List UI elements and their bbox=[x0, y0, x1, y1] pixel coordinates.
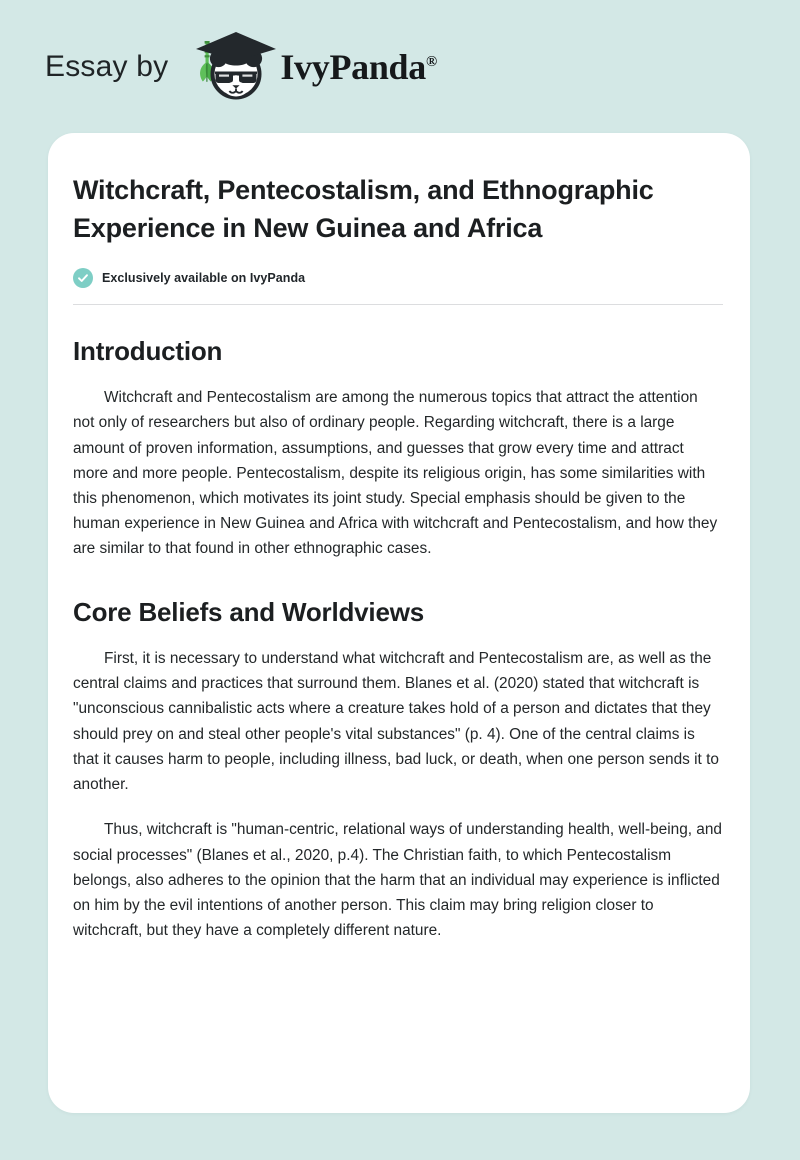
essay-by-label: Essay by bbox=[45, 49, 169, 83]
check-circle-icon bbox=[73, 268, 93, 288]
section-heading-core-beliefs: Core Beliefs and Worldviews bbox=[73, 596, 424, 627]
panda-graduate-logo-icon bbox=[184, 32, 280, 102]
brand-header bbox=[0, 0, 800, 133]
registered-trademark-icon: ® bbox=[425, 53, 437, 70]
exclusive-availability-badge bbox=[73, 268, 725, 288]
paragraph-core-beliefs-1: First, it is necessary to understand what witchcraft and Pentecostalism are, as well as the central claims and practices that surround them. Blanes et al. (2020) stated that witchcraft is "unconscious cannibalistic acts where a creature takes hold of a person and dictates that they should prey on and steal other people's vital substances" (p. 4). One of the central claims is that it causes harm to people, including illness, bad luck, or death, when one person sends it to another. bbox=[73, 650, 719, 794]
title-divider bbox=[73, 304, 723, 305]
exclusive-availability-label: Exclusively available on IvyPanda bbox=[102, 270, 306, 285]
page-title: Witchcraft, Pentecostalism, and Ethnographic Experience in New Guinea and Africa bbox=[73, 175, 654, 244]
essay-card bbox=[48, 133, 750, 1113]
section-heading-introduction: Introduction bbox=[73, 335, 223, 366]
ivypanda-logo[interactable] bbox=[184, 32, 437, 102]
paragraph-introduction-1: Witchcraft and Pentecostalism are among the numerous topics that attract the attention not only of researchers but also of ordinary people. Regarding witchcraft, there is a large amount of proven information, assumptions, and guesses that grow every time and attract more and more people. Pentecostalism, despite its religious origin, has some similarities with this phenomenon, which motivates its joint study. Special emphasis should be given to the human experience in New Guinea and Africa with witchcraft and Pentecostalism, and how they are similar to that found in other ethnographic cases. bbox=[73, 389, 718, 558]
paragraph-core-beliefs-2: Thus, witchcraft is "human-centric, relational ways of understanding health, well-being, and social processes" (Blanes et al., 2020, p.4). The Christian faith, to which Pentecostalism belongs, also adheres to the opinion that the harm that an individual may experience is inflicted on him by the evil intentions of another person. This claim may bring religion closer to witchcraft, but they have a completely different nature. bbox=[73, 821, 722, 940]
brand-name-label: IvyPanda® bbox=[280, 46, 437, 87]
